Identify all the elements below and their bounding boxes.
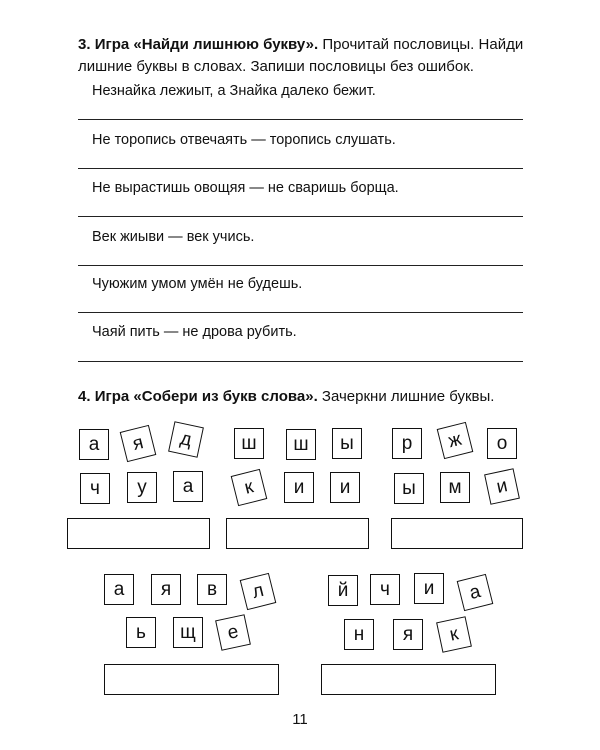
proverb-6: Чаяй пить — не дрова рубить. bbox=[92, 324, 297, 340]
letter-tile[interactable]: а bbox=[457, 574, 494, 611]
letter-tile[interactable]: ы bbox=[394, 473, 424, 504]
writing-line-3[interactable] bbox=[78, 216, 523, 217]
letter-tile[interactable]: щ bbox=[173, 617, 203, 648]
letter-tile[interactable]: н bbox=[344, 619, 374, 650]
answer-box-1[interactable] bbox=[67, 518, 210, 549]
writing-line-1[interactable] bbox=[78, 119, 523, 120]
writing-line-6[interactable] bbox=[78, 361, 523, 362]
writing-line-4[interactable] bbox=[78, 265, 523, 266]
answer-box-4[interactable] bbox=[104, 664, 279, 695]
answer-box-3[interactable] bbox=[391, 518, 523, 549]
letter-tile[interactable]: о bbox=[487, 428, 517, 459]
letter-tile[interactable]: к bbox=[231, 469, 268, 506]
answer-box-5[interactable] bbox=[321, 664, 496, 695]
letter-tile[interactable]: я bbox=[120, 425, 157, 462]
letter-tile[interactable]: ш bbox=[234, 428, 264, 459]
task-4-number: 4. bbox=[78, 388, 91, 405]
task-3-title: Игра «Найди лишнюю букву». bbox=[94, 36, 319, 53]
letter-tile[interactable]: й bbox=[328, 575, 358, 606]
letter-tile[interactable]: а bbox=[79, 429, 109, 460]
proverb-4: Век жиыви — век учись. bbox=[92, 229, 255, 245]
letter-tile[interactable]: ы bbox=[332, 428, 362, 459]
task-3-heading bbox=[78, 34, 528, 78]
proverb-2: Не торопись отвечаять — торопись слушать. bbox=[92, 132, 396, 148]
letter-tile[interactable]: ч bbox=[370, 574, 400, 605]
letter-tile[interactable]: в bbox=[197, 574, 227, 605]
letter-tile[interactable]: д bbox=[168, 421, 204, 458]
proverb-5: Чуюжим умом умён не будешь. bbox=[92, 276, 303, 292]
task-4-title: Игра «Собери из букв слова». bbox=[94, 388, 318, 405]
writing-line-5[interactable] bbox=[78, 312, 523, 313]
page-number: 11 bbox=[292, 711, 308, 728]
task-3-number: 3. bbox=[78, 36, 91, 53]
task-3-instruction: Прочитай пословицы. Найди лишние буквы в словах. Запиши пословицы без ошибок. bbox=[78, 36, 524, 75]
letter-tile[interactable]: и bbox=[414, 573, 444, 604]
letter-tile[interactable]: а bbox=[173, 471, 203, 502]
letter-tile[interactable]: к bbox=[436, 616, 472, 653]
letter-tile[interactable]: ч bbox=[80, 473, 110, 504]
letter-tile[interactable]: я bbox=[151, 574, 181, 605]
letter-tile[interactable]: р bbox=[392, 428, 422, 459]
letter-tile[interactable]: и bbox=[284, 472, 314, 503]
letter-tile[interactable]: и bbox=[484, 468, 520, 505]
letter-tile[interactable]: я bbox=[393, 619, 423, 650]
answer-box-2[interactable] bbox=[226, 518, 369, 549]
letter-tile[interactable]: а bbox=[104, 574, 134, 605]
proverb-3: Не вырастишь овощяя — не сваришь борща. bbox=[92, 180, 399, 196]
letter-tile[interactable]: и bbox=[330, 472, 360, 503]
task-4-heading bbox=[78, 386, 528, 408]
letter-tile[interactable]: е bbox=[215, 614, 251, 651]
writing-line-2[interactable] bbox=[78, 168, 523, 169]
letter-tile[interactable]: ш bbox=[286, 429, 316, 460]
proverb-1: Незнайка лежиыт, а Знайка далеко бежит. bbox=[92, 83, 376, 99]
letter-tile[interactable]: л bbox=[240, 573, 277, 610]
letter-tile[interactable]: ь bbox=[126, 617, 156, 648]
task-4-instruction: Зачеркни лишние буквы. bbox=[321, 388, 495, 405]
letter-tile[interactable]: у bbox=[127, 472, 157, 503]
letter-tile[interactable]: ж bbox=[437, 422, 474, 459]
letter-tile[interactable]: м bbox=[440, 472, 470, 503]
